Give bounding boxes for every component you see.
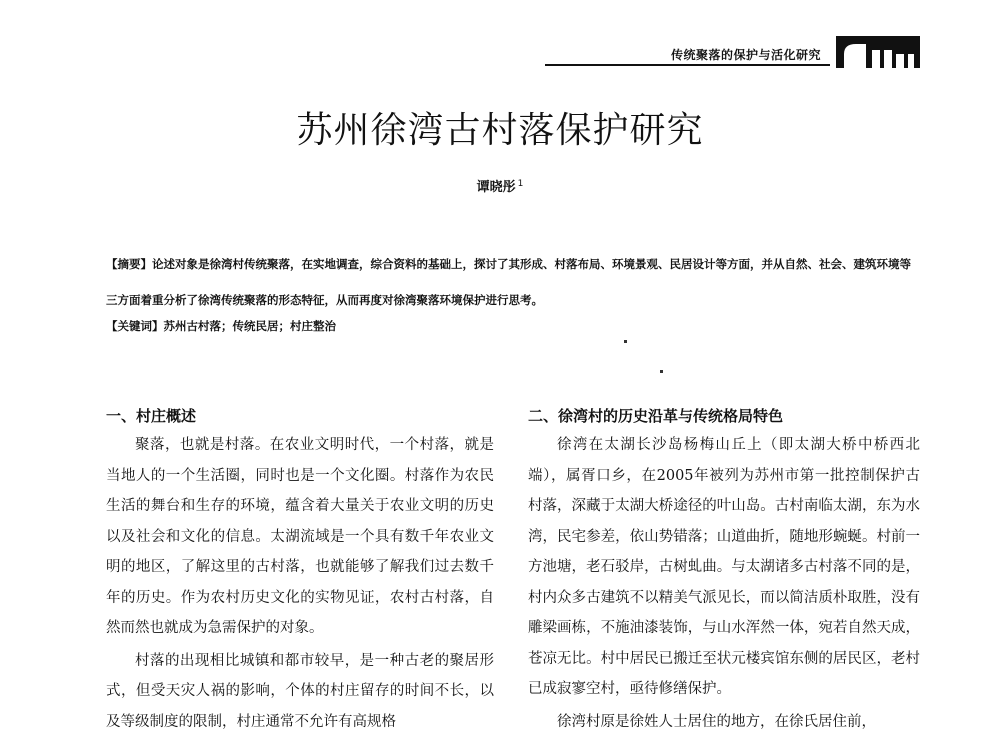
article-title: 苏州徐湾古村落保护研究 xyxy=(296,110,704,151)
abstract-text: 论述对象是徐湾村传统聚落，在实地调查，综合资料的基础上，探讨了其形成、村落布局、环境景观、民居设计等方面，并从自然、社会、建筑环境等三方面着重分析了徐湾传统聚落的形态特征，从而再度对徐湾聚落环境保护进行思考。 xyxy=(106,257,911,307)
abstract xyxy=(106,246,918,318)
left-column xyxy=(106,402,494,737)
keywords xyxy=(106,318,918,334)
abstract-label: 【摘要】 xyxy=(106,257,152,271)
section-heading: 二、徐湾村的历史沿革与传统格局特色 xyxy=(528,407,784,425)
section-heading: 一、村庄概述 xyxy=(106,407,197,425)
header-rule xyxy=(545,64,830,66)
running-header: 传统聚落的保护与活化研究 xyxy=(670,48,821,62)
scan-speck xyxy=(660,370,663,373)
paragraph: 徐湾村原是徐姓人士居住的地方，在徐氏居住前， xyxy=(557,713,876,730)
keywords-text: 苏州古村落；传统民居；村庄整治 xyxy=(163,319,336,333)
paragraph: 徐湾在太湖长沙岛杨梅山丘上（即太湖大桥中桥西北端），属胥口乡，在2005年被列为苏州市第一批控制保护古村落，深藏于太湖大桥途径的叶山岛。古村南临太湖，东为水湾，民宅参差，依山势错落；山道曲折，随地形蜿蜒。村前一方池塘，老石驳岸，古树虬曲。与太湖诸多古村落不同的是，村内众多古建筑不以精美气派见长，而以简洁质朴取胜，没有雕梁画栋，不施油漆装饰，与山水浑然一体，宛若自然天成，苍凉无比。村中居民已搬迁至状元楼宾馆东侧的居民区，老村已成寂寥空村，亟待修缮保护。 xyxy=(528,437,920,697)
author-footnote-mark: 1 xyxy=(517,178,524,189)
paragraph: 村落的出现相比城镇和都市较早，是一种古老的聚居形式，但受天灾人祸的影响，个体的村庄留存的时间不长，以及等级制度的限制，村庄通常不允许有高规格 xyxy=(106,652,494,730)
right-column xyxy=(528,402,920,737)
journal-logo-icon xyxy=(836,36,920,68)
keywords-label: 【关键词】 xyxy=(106,319,164,333)
author-line xyxy=(0,176,1000,195)
author-name: 谭晓彤 xyxy=(476,180,516,195)
paragraph: 聚落，也就是村落。在农业文明时代，一个村落，就是当地人的一个生活圈，同时也是一个文化圈。村落作为农民生活的舞台和生存的环境，蕴含着大量关于农业文明的历史以及社会和文化的信息。太湖流域是一个具有数千年农业文明的地区，了解这里的古村落，也就能够了解我们过去数千年的历史。作为农村历史文化的实物见证，农村古村落，自然而然也就成为急需保护的对象。 xyxy=(106,437,494,636)
scan-speck xyxy=(624,340,627,343)
